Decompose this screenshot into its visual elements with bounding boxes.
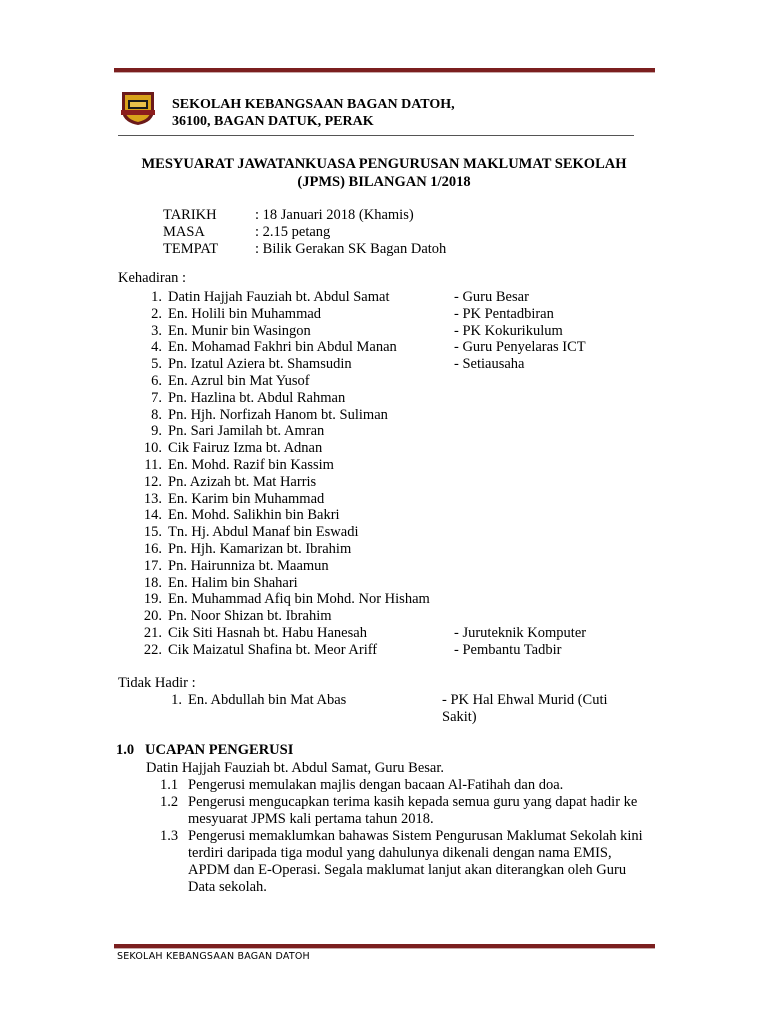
list-item-number: 1. (171, 692, 182, 708)
section-items (160, 777, 650, 896)
list-item (118, 625, 586, 642)
list-item (118, 692, 642, 726)
list-item-number: 15. (143, 524, 162, 541)
section-intro: Datin Hajjah Fauziah bt. Abdul Samat, Guru Besar. (146, 760, 445, 776)
list-item-number: 13. (143, 490, 162, 507)
list-item-name: En. Mohamad Fakhri bin Abdul Manan (168, 339, 397, 356)
section-item-text: Pengerusi memulakan majlis dengan bacaan Al-Fatihah dan doa. (188, 777, 564, 793)
list-item-name: Pn. Hjh. Kamarizan bt. Ibrahim (168, 540, 352, 557)
list-item (118, 591, 586, 608)
list-item-name: Pn. Hairunniza bt. Maamun (168, 557, 329, 574)
section-heading (116, 742, 293, 759)
list-item-name: En. Holili bin Muhammad (168, 305, 322, 322)
section-title: UCAPAN PENGERUSI (145, 742, 294, 758)
list-item (118, 356, 586, 373)
list-item-name: En. Mohd. Razif bin Kassim (168, 456, 334, 473)
list-item-number: 20. (143, 608, 162, 625)
section-item (160, 828, 650, 896)
list-item (118, 423, 586, 440)
absent-label: Tidak Hadir : (118, 675, 196, 691)
list-item (118, 608, 586, 625)
list-item (118, 474, 586, 491)
header-underline (118, 135, 634, 136)
attendance-list (118, 289, 586, 659)
section-item-text: Pengerusi mengucapkan terima kasih kepada semua guru yang dapat hadir ke mesyuarat JPMS kali pertama tahun 2018. (188, 794, 638, 827)
list-item (118, 642, 586, 659)
list-item-number: 6. (151, 372, 162, 389)
list-item-name: Pn. Noor Shizan bt. Ibrahim (168, 608, 332, 625)
list-item-name: Pn. Sari Jamilah bt. Amran (168, 423, 325, 440)
list-item-name: En. Halim bin Shahari (168, 574, 298, 591)
list-item (118, 575, 586, 592)
list-item (118, 339, 586, 356)
meta-row (163, 207, 446, 224)
meta-value: : Bilik Gerakan SK Bagan Datoh (255, 241, 447, 257)
school-address-line: 36100, BAGAN DATUK, PERAK (172, 114, 374, 129)
meta-key: TARIKH (163, 207, 217, 223)
list-item-name: Pn. Azizah bt. Mat Harris (168, 473, 317, 490)
meta-key: MASA (163, 224, 205, 240)
list-item-number: 17. (143, 557, 162, 574)
list-item-name: Tn. Hj. Abdul Manaf bin Eswadi (168, 524, 359, 541)
list-item-name: En. Muhammad Afiq bin Mohd. Nor Hisham (168, 591, 430, 608)
meta-value: : 2.15 petang (255, 224, 331, 240)
title-line2: (JPMS) BILANGAN 1/2018 (297, 174, 471, 190)
list-item-number: 21. (143, 624, 162, 641)
list-item-role: - PK Kokurikulum (454, 322, 563, 339)
list-item-number: 16. (143, 540, 162, 557)
list-item-number: 4. (151, 339, 162, 356)
school-name-block (172, 96, 455, 130)
section-item-number: 1.3 (160, 828, 179, 844)
list-item-number: 2. (151, 305, 162, 322)
list-item (118, 390, 586, 407)
meta-key: TEMPAT (163, 241, 219, 257)
list-item-number: 8. (151, 406, 162, 423)
list-item (118, 289, 586, 306)
list-item-number: 12. (143, 473, 162, 490)
list-item-name: Datin Hajjah Fauziah bt. Abdul Samat (168, 289, 390, 305)
list-item-name: Cik Siti Hasnah bt. Habu Hanesah (168, 624, 367, 641)
list-item-name: Cik Maizatul Shafina bt. Meor Ariff (168, 641, 378, 658)
list-item (118, 507, 586, 524)
school-name-line1: SEKOLAH KEBANGSAAN BAGAN DATOH, (172, 97, 455, 112)
list-item-number: 9. (151, 423, 162, 440)
list-item-number: 19. (143, 591, 162, 608)
list-item (118, 373, 586, 390)
list-item-number: 7. (151, 389, 162, 406)
list-item-name: Pn. Izatul Aziera bt. Shamsudin (168, 356, 352, 373)
meta-row (163, 224, 446, 241)
list-item-number: 1. (151, 289, 162, 305)
school-logo-icon (118, 88, 158, 126)
list-item (118, 407, 586, 424)
list-item (118, 524, 586, 541)
list-item-role: - Setiausaha (454, 356, 525, 373)
list-item-name: En. Abdullah bin Mat Abas (188, 692, 347, 708)
header-rule (114, 68, 655, 73)
list-item-name: En. Mohd. Salikhin bin Bakri (168, 507, 340, 524)
list-item-number: 3. (151, 322, 162, 339)
list-item-role: - Guru Penyelaras ICT (454, 339, 586, 356)
list-item-role: - Pembantu Tadbir (454, 641, 562, 658)
list-item (118, 457, 586, 474)
list-item (118, 558, 586, 575)
list-item-name: Pn. Hjh. Norfizah Hanom bt. Suliman (168, 406, 388, 423)
list-item-name: En. Azrul bin Mat Yusof (168, 372, 310, 389)
list-item-name: En. Munir bin Wasingon (168, 322, 311, 339)
list-item (118, 323, 586, 340)
list-item-number: 10. (143, 440, 162, 457)
section-item-number: 1.2 (160, 794, 179, 810)
list-item-role: - PK Hal Ehwal Murid (Cuti Sakit) (442, 692, 608, 725)
list-item-number: 5. (151, 356, 162, 373)
list-item-name: Cik Fairuz Izma bt. Adnan (168, 440, 323, 457)
title-line1: MESYUARAT JAWATANKUASA PENGURUSAN MAKLUMAT SEKOLAH (141, 156, 627, 172)
list-item-number: 22. (143, 641, 162, 658)
list-item-number: 11. (144, 456, 162, 473)
absent-list (118, 692, 642, 726)
section-number: 1.0 (116, 742, 135, 758)
section-item-text: Pengerusi memaklumkan bahawas Sistem Pengurusan Maklumat Sekolah kini terdiri daripada tiga modul yang dahulunya dikenali dengan nama EMIS, APDM dan E-Operasi. Segala maklumat lanjut akan diterangkan oleh Guru Data sekolah. (188, 828, 643, 895)
list-item (118, 541, 586, 558)
meeting-meta (163, 207, 446, 258)
document-title (116, 155, 652, 191)
section-item-number: 1.1 (160, 777, 179, 793)
list-item-number: 14. (143, 507, 162, 524)
list-item (118, 491, 586, 508)
list-item-name: Pn. Hazlina bt. Abdul Rahman (168, 389, 346, 406)
list-item (118, 306, 586, 323)
section-item (160, 777, 650, 794)
meta-value: : 18 Januari 2018 (Khamis) (255, 207, 414, 223)
list-item-role: - PK Pentadbiran (454, 305, 554, 322)
meta-row (163, 241, 446, 258)
footer-rule (114, 944, 655, 949)
list-item (118, 440, 586, 457)
list-item-number: 18. (143, 574, 162, 591)
page-footer: SEKOLAH KEBANGSAAN BAGAN DATOH (117, 951, 310, 962)
list-item-role: - Guru Besar (454, 289, 529, 305)
list-item-name: En. Karim bin Muhammad (168, 490, 325, 507)
attendance-label: Kehadiran : (118, 270, 187, 286)
section-item (160, 794, 650, 828)
list-item-role: - Juruteknik Komputer (454, 624, 587, 641)
